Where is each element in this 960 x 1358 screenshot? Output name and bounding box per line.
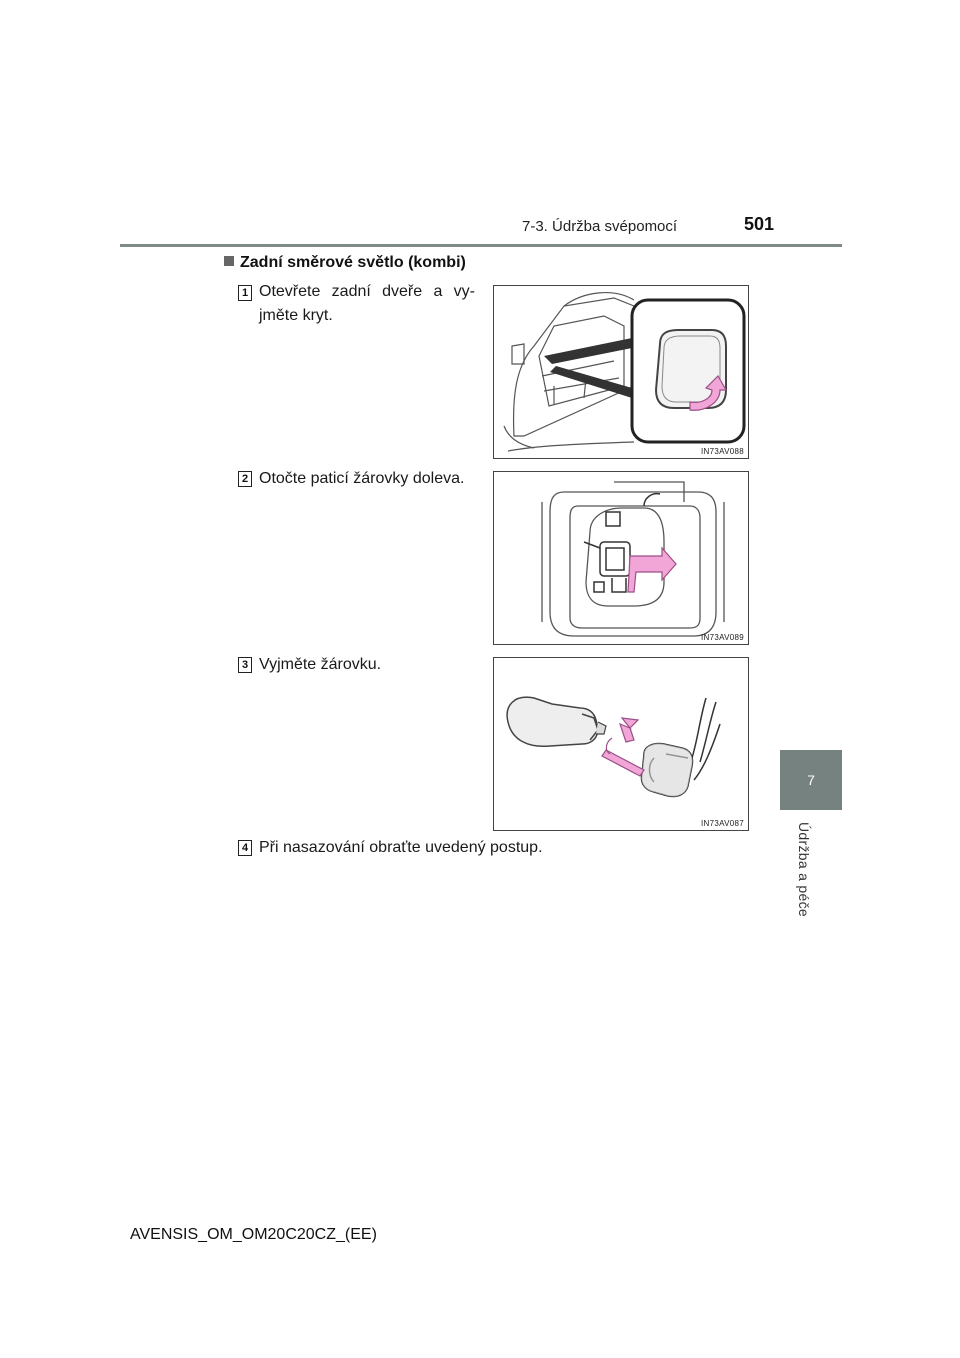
section-heading	[224, 254, 466, 272]
figure-trunk-cover	[493, 285, 749, 459]
step-2-text: Otočte paticí žárovky doleva.	[259, 470, 465, 487]
figure-code: IN73AV088	[700, 447, 744, 456]
step-number-4: 4	[238, 840, 252, 856]
trunk-cover-illustration	[494, 286, 748, 458]
step-4-text: Při nasazování obraťte uvedený postup.	[259, 839, 543, 856]
step-1-line-2: jměte kryt.	[259, 307, 333, 324]
step-1-text	[259, 280, 475, 328]
header-divider	[120, 244, 842, 247]
step-number-3: 3	[238, 657, 252, 673]
page-number: 501	[744, 214, 775, 234]
figure-code: IN73AV089	[700, 633, 744, 642]
figure-socket-rotate	[493, 471, 749, 645]
figure-code: IN73AV087	[700, 819, 744, 828]
step-3-text: Vyjměte žárovku.	[259, 656, 382, 673]
chapter-title: Údržba a péče	[796, 822, 812, 917]
chapter-number: 7	[807, 772, 815, 788]
step-number-1: 1	[238, 285, 252, 301]
step-number-2: 2	[238, 471, 252, 487]
step-1-line-1: Otevřete zadní dveře a vy-	[259, 283, 475, 300]
header-section-title: 7-3. Údržba svépomocí	[522, 218, 678, 235]
chapter-tab	[780, 750, 842, 810]
bulb-remove-illustration	[494, 658, 748, 830]
section-title-text: Zadní směrové světlo (kombi)	[240, 254, 466, 271]
bullet-square-icon	[224, 256, 234, 266]
figure-bulb-remove	[493, 657, 749, 831]
socket-rotate-illustration	[494, 472, 748, 644]
document-id: AVENSIS_OM_OM20C20CZ_(EE)	[130, 1226, 377, 1243]
